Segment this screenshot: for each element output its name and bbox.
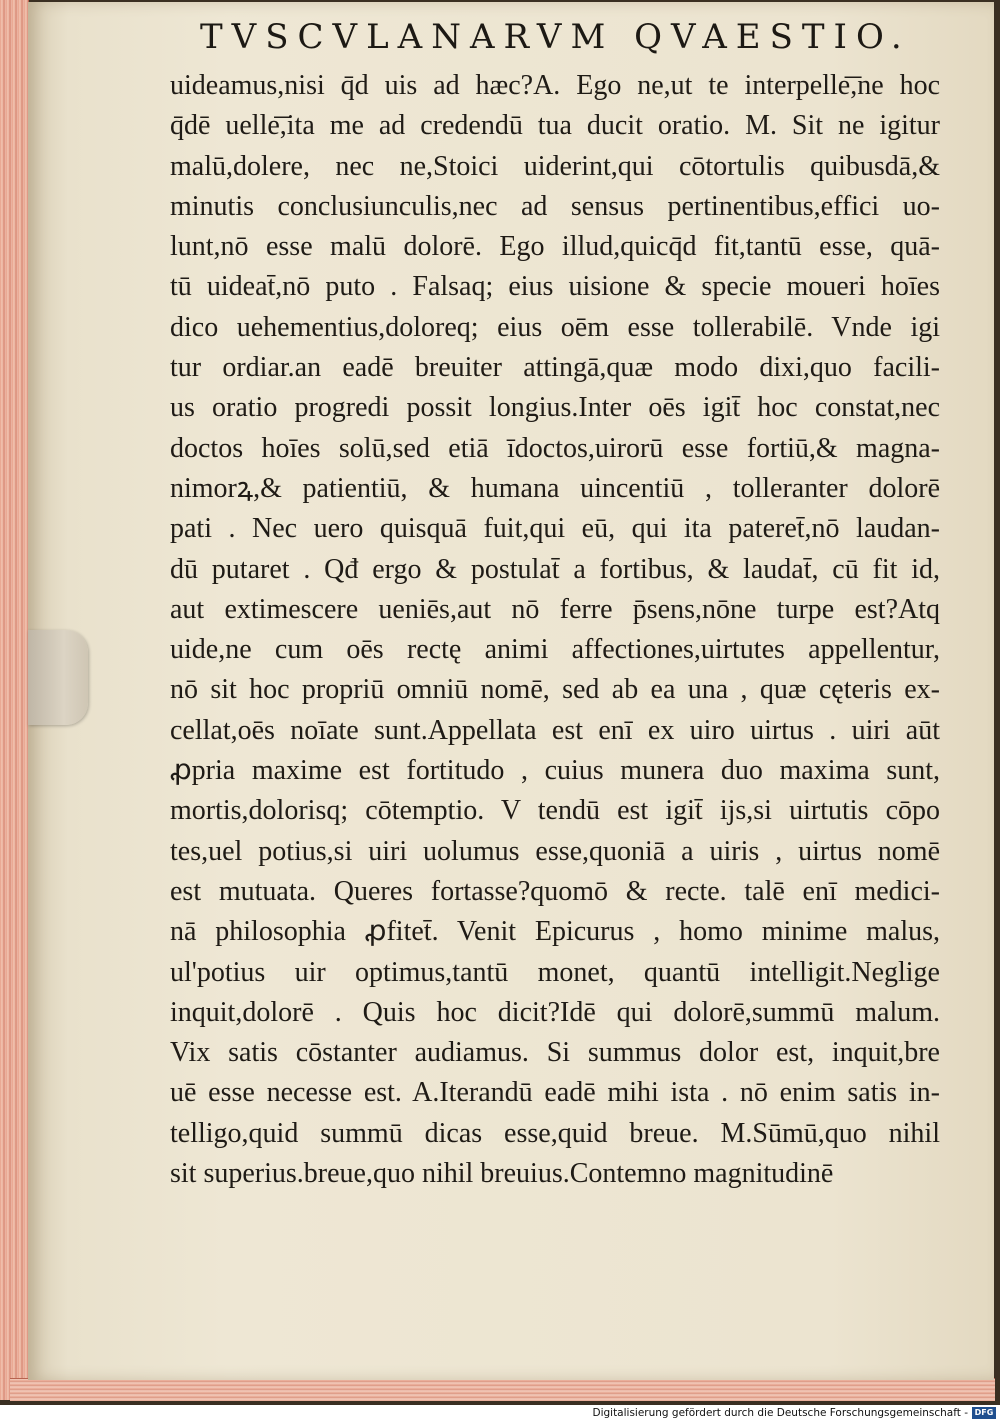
text-line: inquit,dolorē . Quis hoc dicit?Idē qui dolorē,summū malum. bbox=[170, 996, 940, 1028]
text-line: tes,uel potius,si uiri uolumus esse,quoniā a uiris , uirtus nomē bbox=[170, 835, 940, 867]
text-line: dico uehementius,doloreq; eius oēm esse tollerabilē. Vnde igi bbox=[170, 311, 940, 343]
text-line: est mutuata. Queres fortasse?quomō & recte. talē enī medici- bbox=[170, 875, 940, 907]
text-line: doctos hoīes solū,sed etiā īdoctos,uirorū esse fortiū,& magna- bbox=[170, 432, 940, 464]
text-line: pati . Nec uero quisquā fuit,qui eū, qui ita pateret̄,nō laudan- bbox=[170, 513, 940, 545]
text-line: dū putaret . Qđ ergo & postulat̄ a fortibus, & laudat̄, cū fit id, bbox=[170, 553, 940, 585]
text-line: cellat,oēs noīate sunt.Appellata est enī ex uiro uirtus . uiri aūt bbox=[170, 714, 940, 746]
text-line: minutis conclusiunculis,nec ad sensus pertinentibus,effici uo- bbox=[170, 190, 940, 222]
text-line: q̄dē uelle͞,ita me ad credendū tua ducit oratio. M. Sit ne igitur bbox=[170, 110, 940, 142]
text-line: nimorꝝ,& patientiū, & humana uincentiū , tolleranter dolorē bbox=[170, 472, 940, 504]
page-edges-left bbox=[0, 0, 29, 1400]
text-line: ꝓpria maxime est fortitudo , cuius munera duo maxima sunt, bbox=[170, 755, 940, 787]
text-line: tū uideat̄,nō puto . Falsaq; eius uisione & specie moueri hoīes bbox=[170, 271, 940, 303]
text-line: malū,dolere, nec ne,Stoici uiderint,qui cōtortulis quibusdā,& bbox=[170, 150, 940, 182]
text-line: lunt,nō esse malū dolorē. Ego illud,quicq̄d fit,tantū esse, quā- bbox=[170, 231, 940, 263]
text-line: nō sit hoc propriū omniū nomē, sed ab ea una , quæ cęteris ex- bbox=[170, 674, 940, 706]
text-line: Vix satis cōstanter audiamus. Si summus dolor est, inquit,bre bbox=[170, 1037, 940, 1069]
dfg-logo: DFG bbox=[972, 1407, 996, 1419]
text-body bbox=[170, 66, 940, 1194]
text-line: tur ordiar.an eadē breuiter attingā,quæ modo dixi,quo facili- bbox=[170, 352, 940, 384]
text-line: ul'potius uir optimus,tantū monet, quantū intelligit.Neglige bbox=[170, 956, 940, 988]
text-line: sit superius.breue,quo nihil breuius.Contemno magnitudinē bbox=[170, 1158, 834, 1190]
text-line: uideamus,nisi q̄d uis ad hæc?A. Ego ne,ut te interpelle͞,ne hoc bbox=[170, 70, 940, 101]
text-line: us oratio progredi possit longius.Inter oēs igit̄ hoc constat,nec bbox=[170, 392, 940, 424]
digitization-credit: Digitalisierung gefördert durch die Deutsche Forschungsgemeinschaft - bbox=[592, 1407, 968, 1419]
text-line: uide,ne cum oēs rectę animi affectiones,uirtutes appellentur, bbox=[170, 634, 940, 666]
text-line: uē esse necesse est. A.Iterandū eadē mihi ista . nō enim satis in- bbox=[170, 1077, 940, 1109]
text-line: mortis,dolorisq; cōtemptio. V tendū est igit̄ ijs,si uirtutis cōpo bbox=[170, 795, 940, 827]
running-head: TVSCVLANARVM QVAESTIO. bbox=[200, 17, 911, 57]
text-line: telligo,quid summū dicas esse,quid breue. M.Sūmū,quo nihil bbox=[170, 1117, 940, 1149]
page-clasp bbox=[28, 630, 88, 725]
text-line: nā philosophia ꝓfitet̄. Venit Epicurus , homo minime malus, bbox=[170, 916, 940, 948]
text-line: aut extimescere ueniēs,aut nō ferre p̄sens,nōne turpe est?Atq bbox=[170, 593, 940, 625]
page-edges-bottom bbox=[10, 1378, 995, 1401]
